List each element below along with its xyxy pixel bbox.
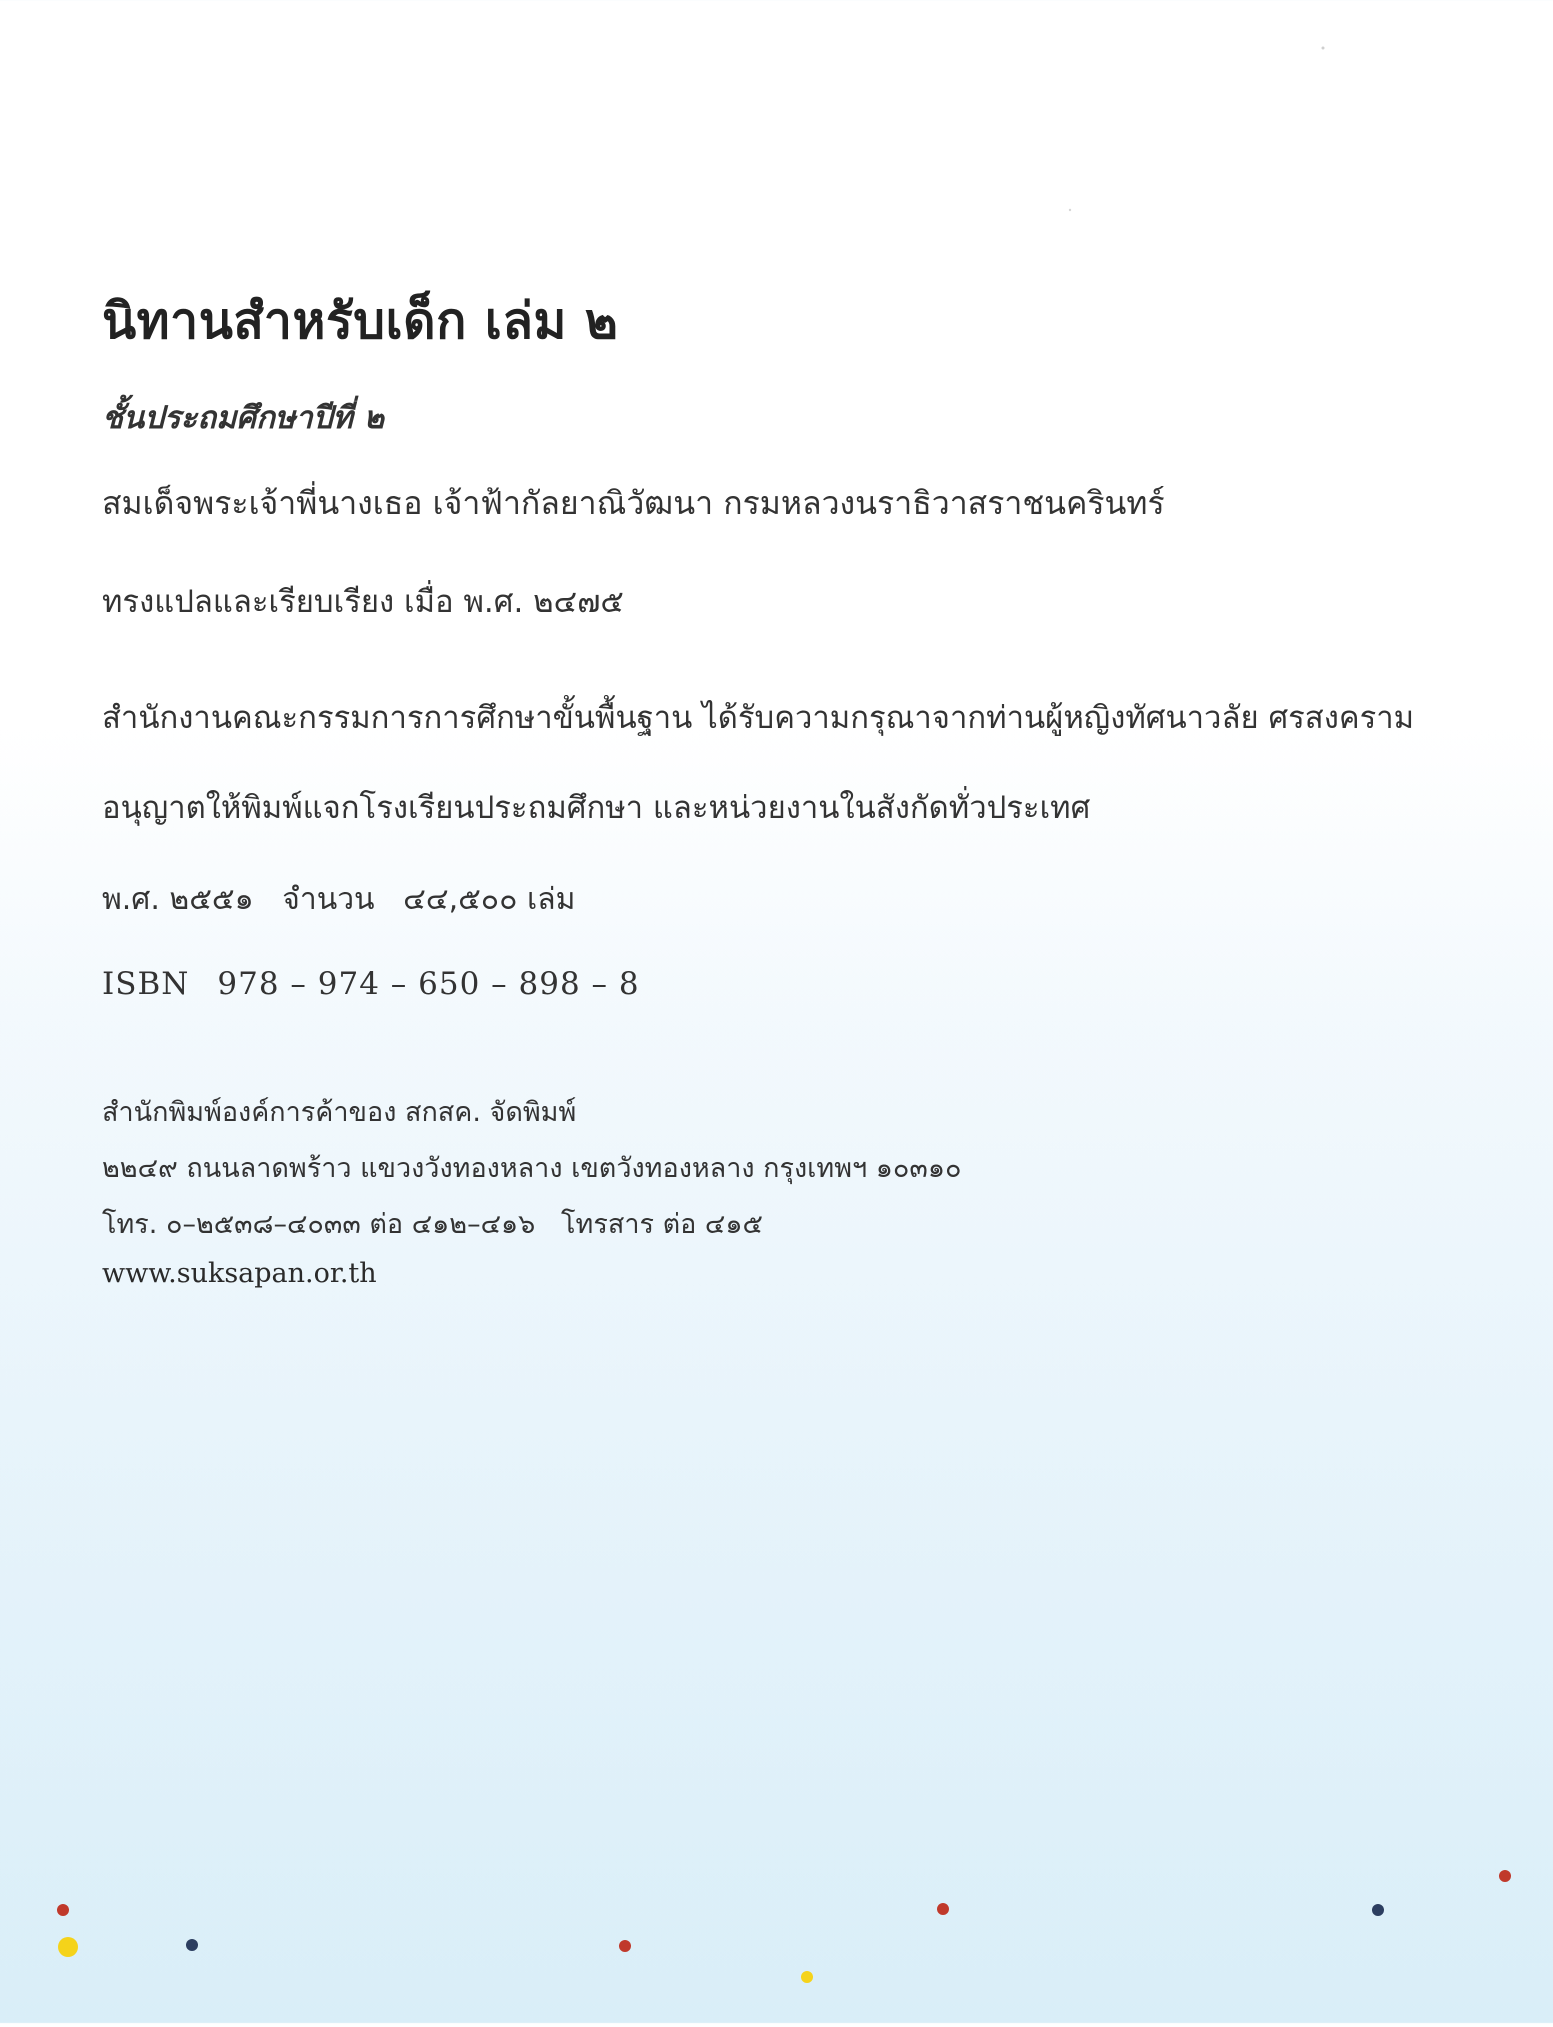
publisher-phone: โทร. ๐–๒๕๓๘–๔๐๓๓ ต่อ ๔๑๒–๔๑๖ โทรสาร ต่อ ๔๑๕ xyxy=(102,1209,763,1240)
speck xyxy=(1069,209,1071,211)
speck xyxy=(1322,47,1325,50)
navy-dot xyxy=(1372,1904,1384,1916)
yellow-dot xyxy=(801,1971,813,1983)
author-line: สมเด็จพระเจ้าพี่นางเธอ เจ้าฟ้ากัลยาณิวัฒนา กรมหลวงนราธิวาสราชนครินทร์ xyxy=(102,484,1165,522)
book-title: นิทานสำหรับเด็ก เล่ม ๒ xyxy=(102,292,619,350)
red-dot xyxy=(1499,1870,1511,1882)
publisher-name: สำนักพิมพ์องค์การค้าของ สกสค. จัดพิมพ์ xyxy=(102,1097,577,1128)
isbn-label: ISBN xyxy=(102,966,190,1002)
grade-level: ชั้นประถมศึกษาปีที่ ๒ xyxy=(102,400,385,436)
isbn-line xyxy=(102,966,640,1002)
red-dot xyxy=(619,1940,631,1952)
red-dot xyxy=(57,1904,69,1916)
isbn-number: 978 – 974 – 650 – 898 – 8 xyxy=(217,966,640,1002)
publisher-address: ๒๒๔๙ ถนนลาดพร้าว แขวงวังทองหลาง เขตวังทองหลาง กรุงเทพฯ ๑๐๓๑๐ xyxy=(102,1153,962,1184)
print-run: พ.ศ. ๒๕๕๑ จำนวน ๔๔,๕๐๐ เล่ม xyxy=(102,882,576,917)
obec-acknowledgement: สำนักงานคณะกรรมการการศึกษาขั้นพื้นฐาน ได้รับความกรุณาจากท่านผู้หญิงทัศนาวลัย ศรสงคราม xyxy=(102,700,1415,736)
navy-dot xyxy=(186,1939,198,1951)
translation-note: ทรงแปลและเรียบเรียง เมื่อ พ.ศ. ๒๔๗๕ xyxy=(102,584,624,620)
print-permission: อนุญาตให้พิมพ์แจกโรงเรียนประถมศึกษา และหน่วยงานในสังกัดทั่วประเทศ xyxy=(102,790,1091,826)
publisher-website: www.suksapan.or.th xyxy=(102,1258,377,1289)
yellow-dot xyxy=(58,1937,78,1957)
red-dot xyxy=(937,1903,949,1915)
